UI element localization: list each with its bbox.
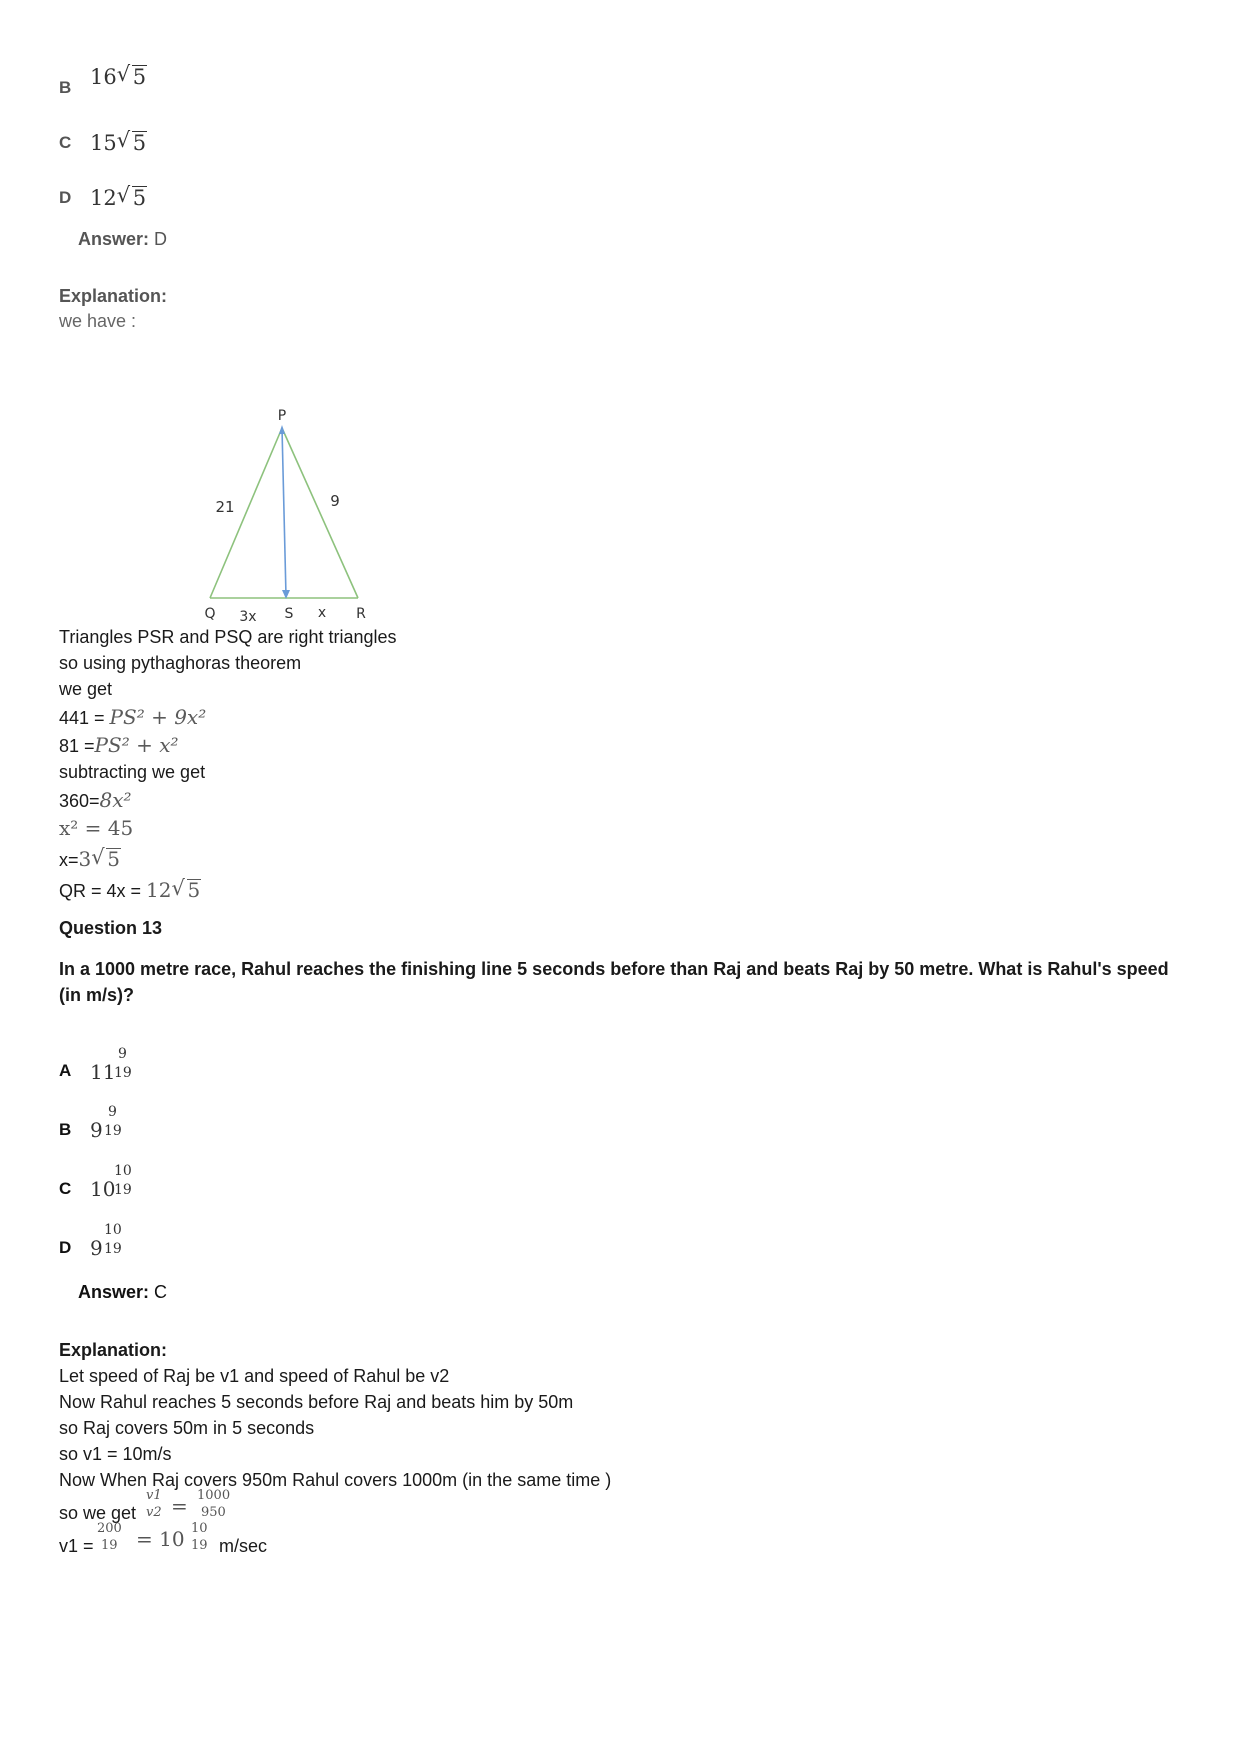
answer-label: Answer: bbox=[78, 229, 150, 249]
option-b-value: 16 √ 5 bbox=[90, 62, 147, 89]
q13-option-letter-a: A bbox=[59, 1061, 72, 1080]
q13-exp-line-1: Let speed of Raj be v1 and speed of Rahul be v2 bbox=[59, 1366, 450, 1386]
step-10: QR = 4x = 12 √ 5 bbox=[59, 876, 201, 902]
option-letter-b: B bbox=[59, 78, 72, 97]
step-2: so using pythaghoras theorem bbox=[59, 653, 302, 673]
option-c-value: 15 √ 5 bbox=[90, 128, 147, 155]
q13-option-c-value: 10 10 19 bbox=[90, 1163, 132, 1201]
label-pq: 21 bbox=[215, 498, 235, 516]
ratio-eq: = bbox=[171, 1494, 188, 1518]
q13-exp-line-2: Now Rahul reaches 5 seconds before Raj and beats him by 50m bbox=[59, 1392, 574, 1412]
question-13-title: Question 13 bbox=[59, 918, 163, 938]
q13-option-letter-d: D bbox=[59, 1238, 72, 1257]
vertex-s: S bbox=[284, 606, 294, 622]
option-letter-c: C bbox=[59, 133, 72, 152]
label-sr: x bbox=[317, 605, 327, 621]
question-13-text: In a 1000 metre race, Rahul reaches the finishing line 5 seconds before than Raj and beats Raj by 50 metre. What is Rahul's speed (in m/s)? bbox=[59, 959, 1169, 1005]
vertex-r: R bbox=[356, 606, 366, 622]
step-8: x² = 45 bbox=[59, 816, 134, 840]
final-frac-den: 19 bbox=[101, 1538, 118, 1553]
option-d-value: 12 √ 5 bbox=[90, 183, 147, 210]
q13-exp-line-5: Now When Raj covers 950m Rahul covers 1000m (in the same time ) bbox=[59, 1470, 612, 1490]
altitude-ps bbox=[282, 428, 286, 596]
final-mixed-den: 19 bbox=[191, 1538, 208, 1553]
explanation-label: Explanation: bbox=[59, 286, 168, 306]
side-pr bbox=[282, 428, 358, 598]
step-9: x=3 √ 5 bbox=[59, 845, 120, 871]
q13-option-a-value: 11 9 19 bbox=[90, 1046, 132, 1084]
ratio-right-num: 1000 bbox=[197, 1488, 231, 1503]
label-qs: 3x bbox=[239, 609, 257, 625]
q13-option-b-value: 9 9 19 bbox=[90, 1104, 122, 1142]
final-eq-whole: = 10 bbox=[136, 1527, 185, 1551]
top-arrowhead bbox=[279, 425, 285, 434]
answer-value: D bbox=[154, 229, 168, 249]
step-7: 360=8x² bbox=[59, 788, 132, 812]
option-letter-d: D bbox=[59, 188, 72, 207]
final-frac-num: 200 bbox=[97, 1521, 122, 1536]
step-6: subtracting we get bbox=[59, 762, 206, 782]
q13-option-d-value: 9 10 19 bbox=[90, 1222, 122, 1260]
q13-exp-line-3: so Raj covers 50m in 5 seconds bbox=[59, 1418, 315, 1438]
explanation-intro: we have : bbox=[59, 311, 137, 331]
q13-option-letter-b: B bbox=[59, 1120, 72, 1139]
q13-exp-line-4: so v1 = 10m/s bbox=[59, 1444, 172, 1464]
step-3: we get bbox=[59, 679, 113, 699]
answer-line bbox=[78, 229, 167, 250]
q13-answer-line bbox=[78, 1282, 167, 1303]
q13-we-get: so we get bbox=[59, 1503, 137, 1523]
final-mixed-num: 10 bbox=[191, 1521, 208, 1536]
step-1: Triangles PSR and PSQ are right triangles bbox=[59, 627, 397, 647]
step-5: 81 =PS² + x² bbox=[59, 733, 179, 757]
label-pr: 9 bbox=[330, 492, 340, 510]
ratio-right-den: 950 bbox=[201, 1505, 226, 1520]
q13-answer-value: C bbox=[154, 1282, 168, 1302]
q13-answer-label: Answer: bbox=[78, 1282, 150, 1302]
vertex-q: Q bbox=[204, 606, 216, 622]
triangle-figure bbox=[180, 400, 420, 630]
q13-explanation-label: Explanation: bbox=[59, 1340, 168, 1360]
q13-option-letter-c: C bbox=[59, 1179, 72, 1198]
ratio-left-den: v2 bbox=[146, 1505, 162, 1520]
q13-final-prefix: v1 = bbox=[59, 1536, 94, 1556]
ratio-left-num: v1 bbox=[146, 1488, 162, 1503]
vertex-p: P bbox=[277, 408, 287, 424]
step-4: 441 = PS² + 9x² bbox=[59, 705, 207, 729]
final-unit: m/sec bbox=[219, 1536, 268, 1556]
